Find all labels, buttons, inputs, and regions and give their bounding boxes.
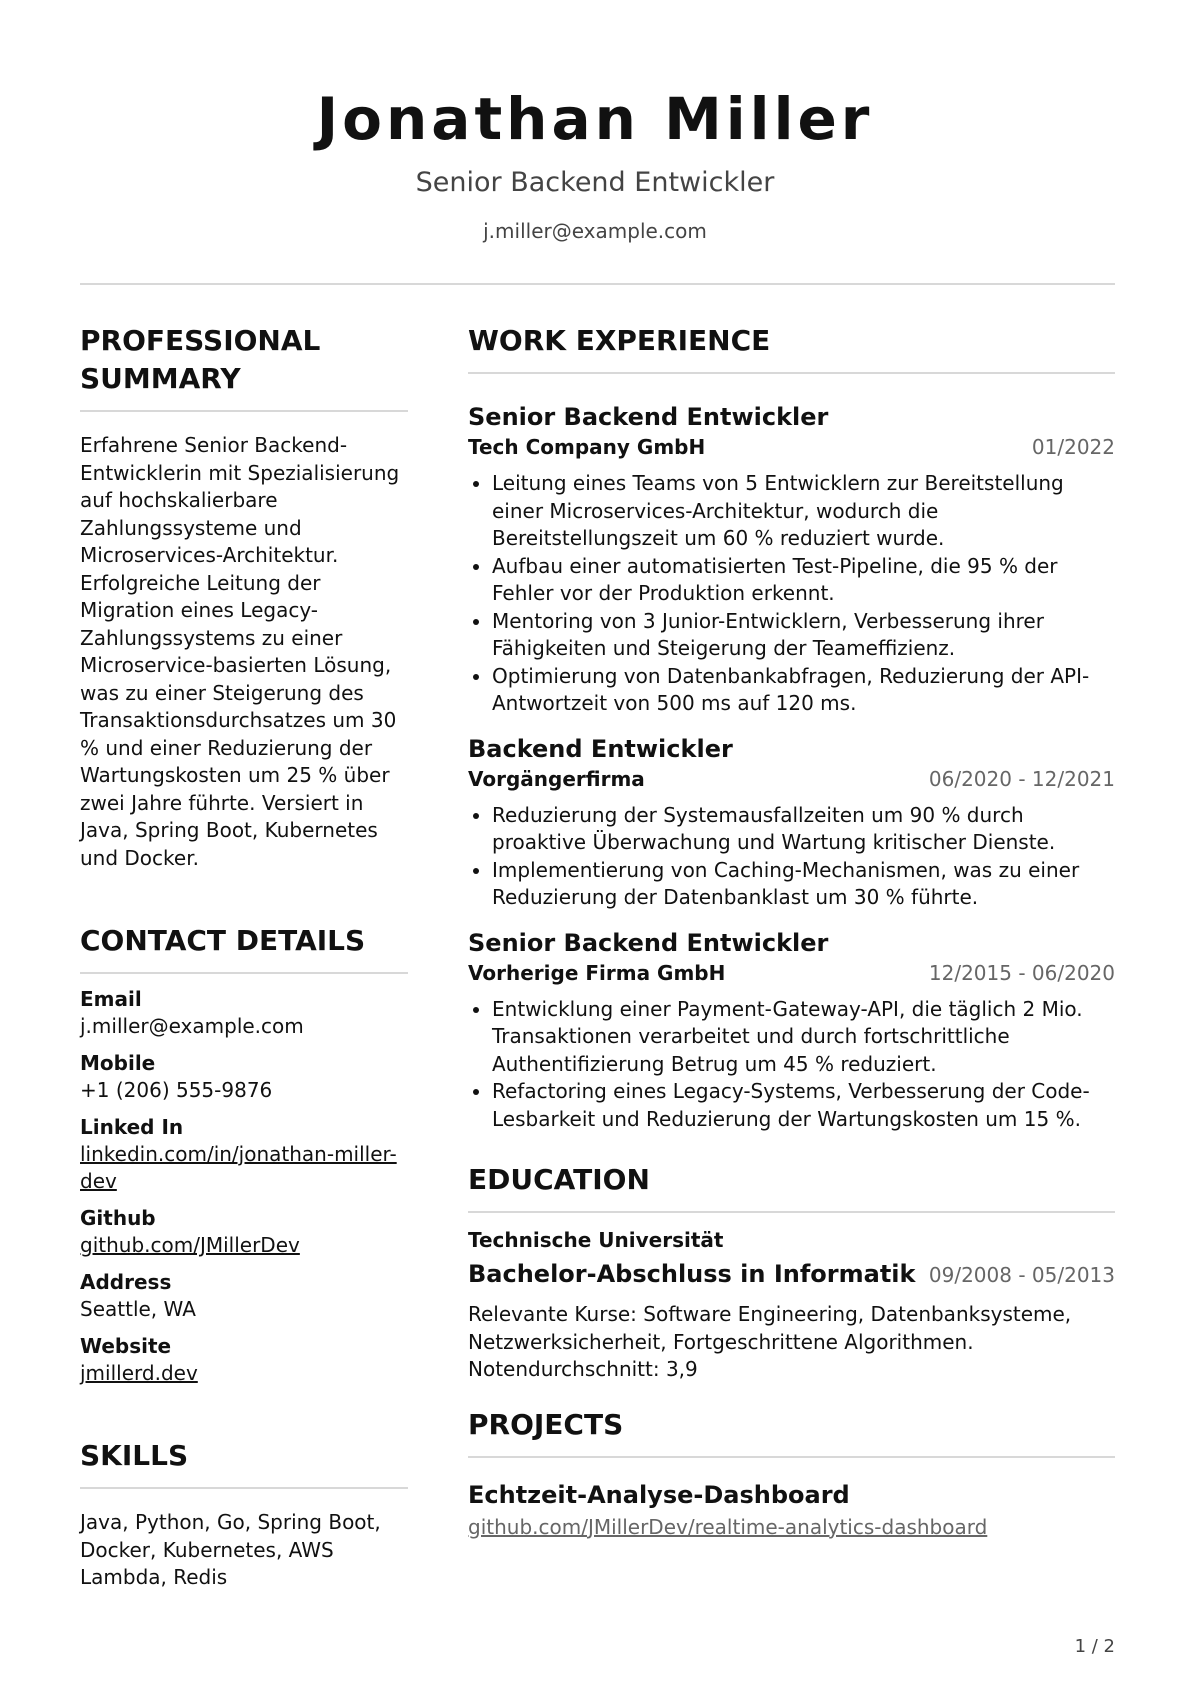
- section-divider: [80, 1487, 408, 1489]
- job-bullet: • Reduzierung der Systemausfallzeiten um 90 % durch proaktive Überwachung und Wartung kritischer Dienste.: [492, 802, 1115, 857]
- job-entry: [468, 734, 1115, 912]
- edu-school: Technische Universität: [468, 1228, 724, 1252]
- edu-date: 09/2008 - 05/2013: [928, 1263, 1115, 1287]
- edu-description: Relevante Kurse: Software Engineering, Datenbanksysteme, Netzwerksicherheit, Fortgeschrittene Algorithmen. Notendurchschnitt: 3,9: [468, 1302, 1072, 1381]
- experience-section: [468, 322, 1115, 1133]
- job-bullet: • Aufbau einer automatisierten Test-Pipeline, die 95 % der Fehler vor der Produktion erkennt.: [492, 553, 1115, 608]
- job-company: Vorherige Firma GmbH: [468, 960, 726, 985]
- contact-address-value: Seattle, WA: [80, 1297, 196, 1321]
- contact-email-value[interactable]: j.miller@example.com: [80, 1014, 304, 1038]
- header-email[interactable]: j.miller@example.com: [483, 219, 707, 243]
- skills-section: [80, 1437, 408, 1592]
- contact-github-link[interactable]: github.com/JMillerDev: [80, 1233, 300, 1257]
- contact-email-label: Email: [80, 987, 142, 1011]
- project-link[interactable]: github.com/JMillerDev/realtime-analytics-dashboard: [468, 1514, 988, 1539]
- job-title: Senior Backend Entwickler: [468, 403, 829, 431]
- right-column: [468, 322, 1115, 1541]
- projects-section: [468, 1406, 1115, 1541]
- job-title: Senior Backend Entwickler: [468, 928, 829, 957]
- job-bullets: [468, 470, 1115, 718]
- contact-mobile-value: +1 (206) 555-9876: [80, 1078, 273, 1102]
- summary-heading: PROFESSIONAL SUMMARY: [80, 324, 321, 395]
- job-date: 12/2015 - 06/2020: [928, 960, 1115, 985]
- job-date: 01/2022: [1031, 435, 1115, 459]
- contact-heading: CONTACT DETAILS: [80, 924, 366, 957]
- skills-text: Java, Python, Go, Spring Boot, Docker, Kubernetes, AWS Lambda, Redis: [80, 1510, 381, 1589]
- project-title: Echtzeit-Analyse-Dashboard: [468, 1480, 850, 1509]
- contact-website-link[interactable]: jmillerd.dev: [80, 1361, 198, 1385]
- section-divider: [468, 1456, 1115, 1458]
- summary-text: Erfahrene Senior Backend-Entwicklerin mit Spezialisierung auf hochskalierbare Zahlungssysteme und Microservices-Architektur. Erfolgreiche Leitung der Migration eines Legacy-Zahlungssystems zu einer Microservice-basierten Lösung, was zu einer Steigerung des Transaktionsdurchsatzes um 30 % und einer Reduzierung der Wartungskosten um 25 % über zwei Jahre führte. Versiert in Java, Spring Boot, Kubernetes und Docker.: [80, 433, 400, 870]
- job-bullets: [468, 802, 1115, 912]
- page-number: 1 / 2: [1074, 1636, 1115, 1657]
- job-title: Backend Entwickler: [468, 734, 733, 763]
- left-column: [80, 322, 408, 1592]
- contact-address-label: Address: [80, 1270, 172, 1294]
- candidate-name: Jonathan Miller: [316, 85, 874, 153]
- candidate-title: Senior Backend Entwickler: [415, 167, 775, 198]
- contact-mobile-label: Mobile: [80, 1051, 156, 1075]
- contact-section: [80, 922, 408, 1387]
- skills-heading: SKILLS: [80, 1439, 189, 1472]
- education-section: [468, 1161, 1115, 1384]
- job-bullet: • Implementierung von Caching-Mechanismen, was zu einer Reduzierung der Datenbanklast um 30 % führte.: [492, 857, 1115, 912]
- section-divider: [80, 972, 408, 974]
- job-bullet: • Leitung eines Teams von 5 Entwicklern zur Bereitstellung einer Microservices-Architektur, wodurch die Bereitstellungszeit um 60 % reduziert wurde.: [492, 470, 1115, 553]
- job-bullet: • Refactoring eines Legacy-Systems, Verbesserung der Code-Lesbarkeit und Reduzierung der Wartungskosten um 15 %.: [492, 1078, 1115, 1133]
- section-divider: [468, 1211, 1115, 1213]
- projects-heading: PROJECTS: [468, 1407, 624, 1441]
- job-bullet: • Mentoring von 3 Junior-Entwicklern, Verbesserung ihrer Fähigkeiten und Steigerung der Teameffizienz.: [492, 608, 1115, 663]
- contact-website-label: Website: [80, 1334, 172, 1358]
- job-company: Tech Company GmbH: [468, 435, 706, 459]
- job-bullet: • Optimierung von Datenbankabfragen, Reduzierung der API-Antwortzeit von 500 ms auf 120 ms.: [492, 663, 1115, 718]
- job-entry: [468, 402, 1115, 718]
- section-divider: [80, 410, 408, 412]
- contact-linkedin-link[interactable]: linkedin.com/in/jonathan-miller-dev: [80, 1142, 397, 1193]
- education-heading: EDUCATION: [468, 1163, 650, 1196]
- edu-degree: Bachelor-Abschluss in Informatik: [468, 1260, 916, 1288]
- job-date: 06/2020 - 12/2021: [928, 766, 1115, 791]
- job-company: Vorgängerfirma: [468, 766, 645, 791]
- resume-header: [0, 0, 1190, 244]
- contact-list: [80, 986, 408, 1387]
- job-entry: [468, 928, 1115, 1134]
- experience-heading: WORK EXPERIENCE: [468, 324, 771, 357]
- contact-linkedin-label: Linked In: [80, 1115, 184, 1139]
- job-bullet: • Entwicklung einer Payment-Gateway-API, die täglich 2 Mio. Transaktionen verarbeitet und durch fortschrittliche Authentifizierung Betrug um 45 % reduziert.: [492, 996, 1115, 1079]
- header-divider: [80, 283, 1115, 285]
- summary-section: [80, 322, 408, 872]
- job-bullets: [468, 996, 1115, 1134]
- contact-github-label: Github: [80, 1206, 156, 1230]
- section-divider: [468, 372, 1115, 374]
